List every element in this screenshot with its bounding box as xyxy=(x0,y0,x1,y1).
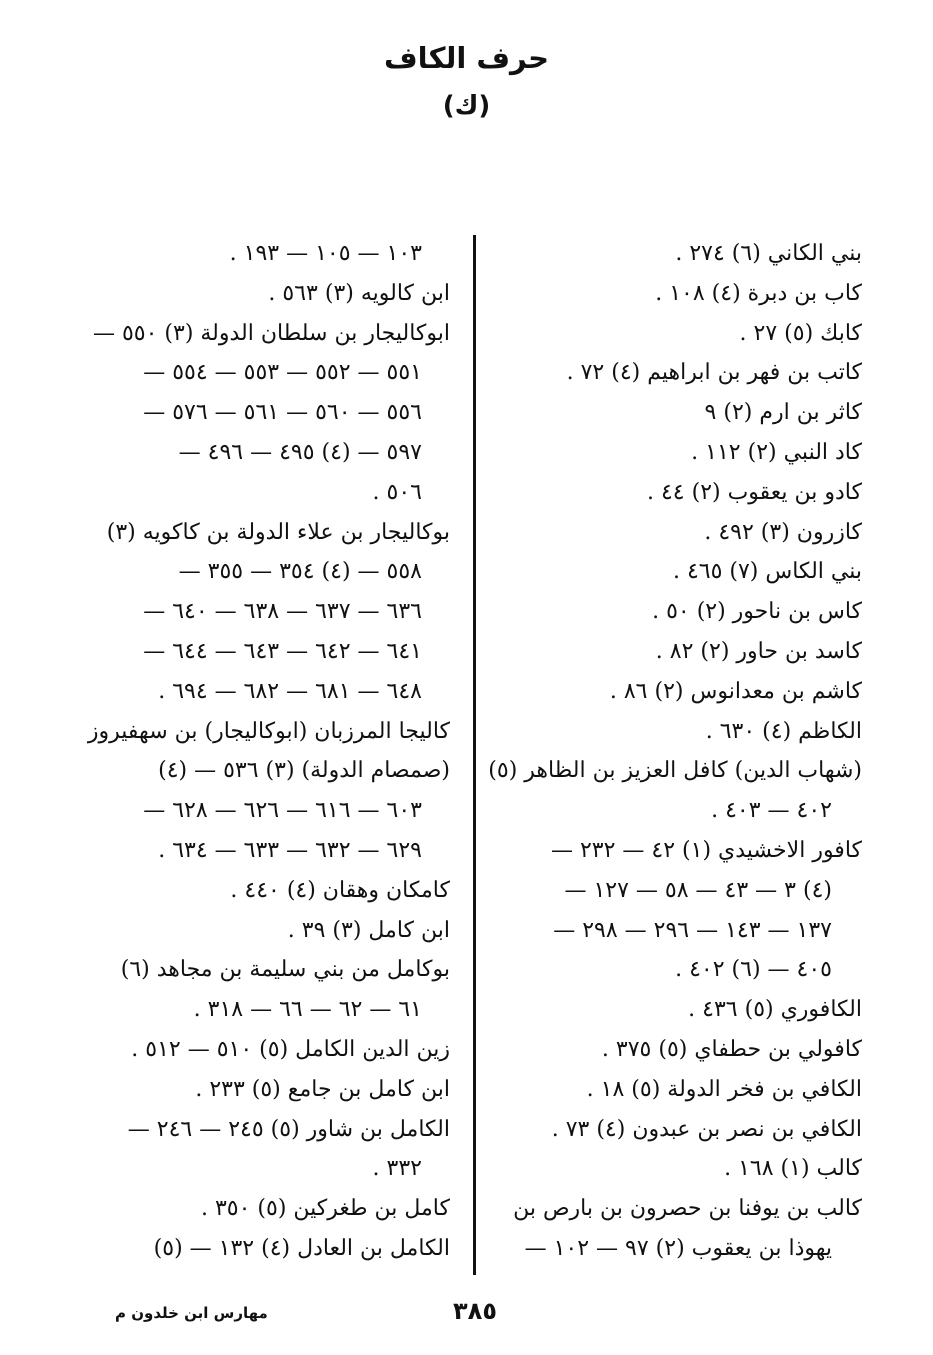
index-entry: كاليجا المرزبان (ابوكاليجار) بن سهفيروز xyxy=(87,718,450,744)
index-entry: الكامل بن شاور (٥) ٢٤٥ — ٢٤٦ — xyxy=(127,1116,450,1142)
index-entry-continuation: ٦٤١ — ٦٤٢ — ٦٤٣ — ٦٤٤ — xyxy=(143,638,422,664)
index-entry-continuation: ٥٥١ — ٥٥٢ — ٥٥٣ — ٥٥٤ — xyxy=(143,360,422,386)
index-entry: كالب بن يوفنا بن حصرون بن بارص بن xyxy=(513,1196,862,1222)
index-entry-continuation: (٤) ٣ — ٤٣ — ٥٨ — ١٢٧ — xyxy=(564,877,832,903)
running-footer-title: مهارس ابن خلدون م xyxy=(115,1304,268,1322)
index-entry: الكافوري (٥) ٤٣٦ . xyxy=(688,997,862,1023)
index-entry: كاتب بن فهر بن ابراهيم (٤) ٧٢ . xyxy=(566,360,862,386)
index-entry: بني الكاني (٦) ٢٧٤ . xyxy=(675,241,862,266)
index-entry: كادو بن يعقوب (٢) ٤٤ . xyxy=(646,479,862,505)
page-number: ٣٨٥ xyxy=(453,1297,497,1325)
index-entry: الكافي بن فخر الدولة (٥) ١٨ . xyxy=(586,1076,862,1102)
index-entry-continuation: ٥٠٦ . xyxy=(372,479,422,505)
index-column-left xyxy=(87,234,450,1269)
index-entry-continuation: ٥٥٨ — (٤) ٣٥٤ — ٣٥٥ — xyxy=(178,559,422,585)
index-entry-continuation: ٣٣٢ . xyxy=(372,1156,422,1182)
index-entry: الكافي بن نصر بن عبدون (٤) ٧٣ . xyxy=(551,1116,862,1142)
index-entry-continuation: ٦١ — ٦٢ — ٦٦ — ٣١٨ . xyxy=(193,997,422,1023)
index-entry-continuation: ٥٥٦ — ٥٦٠ — ٥٦١ — ٥٧٦ — xyxy=(143,400,422,426)
index-entry: بوكامل من بني سليمة بن مجاهد (٦) xyxy=(120,957,450,983)
letter-heading: (ك) xyxy=(442,91,491,121)
index-entry: ابن كامل (٣) ٣٩ . xyxy=(287,917,450,943)
index-entry: كاشم بن معدانوس (٢) ٨٦ . xyxy=(609,678,862,704)
index-entry-continuation: ٤٠٥ — (٦) ٤٠٢ . xyxy=(675,957,832,983)
index-entry-continuation: ٦٣٦ — ٦٣٧ — ٦٣٨ — ٦٤٠ — xyxy=(143,599,422,625)
index-entry-continuation: ٦٠٣ — ٦١٦ — ٦٢٦ — ٦٢٨ — xyxy=(143,798,422,824)
index-entry: كامل بن طغركين (٥) ٣٥٠ . xyxy=(200,1196,450,1222)
index-entry: كافور الاخشيدي (١) ٤٢ — ٢٣٢ — xyxy=(550,837,862,863)
index-entry: كاب بن دبرة (٤) ١٠٨ . xyxy=(655,280,862,306)
index-column-right xyxy=(488,234,862,1269)
index-entry: بني الكاس (٧) ٤٦٥ . xyxy=(672,559,862,585)
index-entry: زين الدين الكامل (٥) ٥١٠ — ٥١٢ . xyxy=(131,1036,450,1062)
index-entry: ابوكاليجار بن سلطان الدولة (٣) ٥٥٠ — xyxy=(92,320,450,346)
index-entry: كازرون (٣) ٤٩٢ . xyxy=(704,519,862,545)
index-entry-continuation: يهوذا بن يعقوب (٢) ٩٧ — ١٠٢ — xyxy=(524,1235,832,1261)
index-entry-continuation: ٦٢٩ — ٦٣٢ — ٦٣٣ — ٦٣٤ . xyxy=(158,837,422,863)
page-header xyxy=(0,38,933,124)
index-entry: كافولي بن حطفاي (٥) ٣٧٥ . xyxy=(601,1036,862,1062)
index-entry: كابك (٥) ٢٧ . xyxy=(739,320,862,346)
column-divider xyxy=(473,235,476,1275)
page-title: حرف الكاف xyxy=(384,41,549,75)
index-entry: كالب (١) ١٦٨ . xyxy=(724,1156,862,1182)
index-entry: الكاظم (٤) ٦٣٠ . xyxy=(705,718,862,744)
index-entry-continuation: ١٣٧ — ١٤٣ — ٢٩٦ — ٢٩٨ — xyxy=(553,917,832,943)
index-entry: ابن كالويه (٣) ٥٦٣ . xyxy=(268,280,450,306)
index-entry: بوكاليجار بن علاء الدولة بن كاكويه (٣) xyxy=(106,519,450,545)
index-entry: (صمصام الدولة) (٣) ٥٣٦ — (٤) xyxy=(158,758,450,784)
index-entry: كامكان وهقان (٤) ٤٤٠ . xyxy=(230,877,450,903)
index-entry: كاد النبي (٢) ١١٢ . xyxy=(691,439,862,465)
index-entry: كاسد بن حاور (٢) ٨٢ . xyxy=(655,638,862,664)
index-entry-continuation: ١٠٣ — ١٠٥ — ١٩٣ . xyxy=(229,241,422,266)
index-entry-continuation: ٥٩٧ — (٤) ٤٩٥ — ٤٩٦ — xyxy=(178,439,422,465)
index-entry: كاس بن ناحور (٢) ٥٠ . xyxy=(652,599,862,625)
index-entry: (شهاب الدين) كافل العزيز بن الظاهر (٥) xyxy=(488,758,862,784)
index-entry-continuation: ٤٠٢ — ٤٠٣ . xyxy=(711,798,832,824)
index-entry-continuation: ٦٤٨ — ٦٨١ — ٦٨٢ — ٦٩٤ . xyxy=(158,678,422,704)
index-entry: ابن كامل بن جامع (٥) ٢٣٣ . xyxy=(195,1076,450,1102)
index-entry: الكامل بن العادل (٤) ١٣٢ — (٥) xyxy=(153,1235,450,1261)
index-entry: كاثر بن ارم (٢) ٩ xyxy=(704,400,862,426)
